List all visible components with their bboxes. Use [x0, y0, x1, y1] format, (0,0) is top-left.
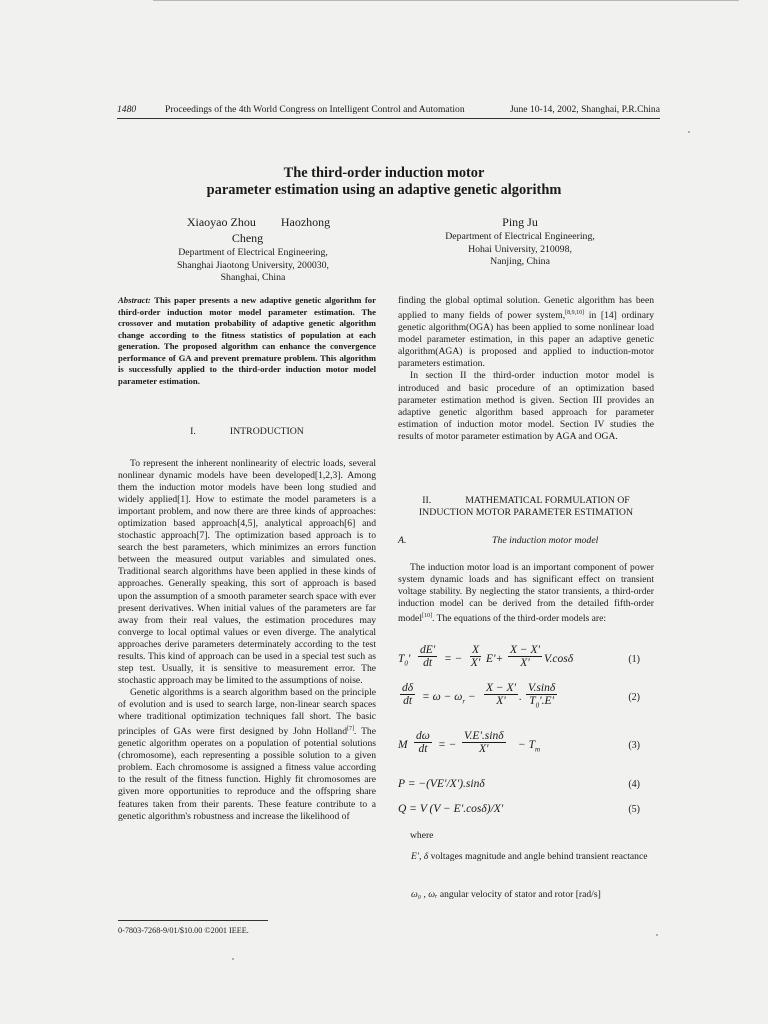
- section-heading-introduction: [118, 426, 376, 438]
- equation-5: [398, 803, 654, 833]
- copyright-line: 0-7803-7268-9/01/$10.00 ©2001 IEEE.: [118, 926, 249, 935]
- section-heading-math: [398, 495, 654, 519]
- subsection-letter: A.: [398, 535, 407, 546]
- author-names: [155, 214, 351, 246]
- section-number: II.: [422, 495, 432, 506]
- citation: [10]: [421, 613, 432, 620]
- equation-text: Q = V (V − E′.cosδ)/X′: [398, 803, 504, 815]
- citation: [8,9,10]: [565, 310, 585, 317]
- paragraph: [398, 295, 654, 370]
- author-name: Xiaoyao Zhou: [186, 215, 256, 229]
- equation-text: P = −(VE′/X′).sinδ: [398, 778, 485, 790]
- affiliation-line: Shanghai, China: [220, 272, 286, 284]
- affiliation-line: Department of Electrical Engineering,: [445, 231, 595, 242]
- affiliation-line: Nanjing, China: [490, 256, 550, 268]
- equation-number: (4): [628, 779, 640, 790]
- definition: [398, 889, 654, 901]
- author-block-left: [155, 214, 351, 285]
- paragraph: [118, 687, 376, 823]
- equation-number: (2): [628, 692, 640, 703]
- header-rule: [117, 118, 660, 119]
- abstract: [118, 295, 376, 387]
- equation-number: (1): [628, 654, 640, 665]
- paragraph-text: . The genetic algorithm operates on a population of potential solutions (chromosome), each representing a possible solution to a given problem. Each chromosome is assigned a fitness value according to the result of the fitness function. Highly fit chromosomes are given more opportunities to reproduce and the offspring share features taken from their parents. These feature contribute to a genetic algorithm's robustness and increase the likelihood of: [118, 726, 376, 822]
- scan-speck: [688, 131, 690, 133]
- introduction-body: [118, 458, 376, 823]
- author-name: Haozhong Cheng: [231, 215, 331, 245]
- equation-3: M $\frac{d\omega}{dt}$ = − $\frac{V.E'.\sin\delta}{X'}$ − $T_m$ (3): [398, 730, 640, 755]
- affiliation-line: Department of Electrical Engineering,: [178, 247, 328, 258]
- equation-number: (3): [628, 740, 640, 751]
- paragraph: To represent the inherent nonlinearity of electric loads, several nonlinear dynamic models have been developed[1,2,3]. Among them the induction motor models have been long studied and widely applied[1]. How to estimate the model parameters is a important problem, and now there are three kinds of approaches: optimization based approach[4,5], analytical approach[6] and stochastic approach[7]. The optimization based approach is to search the best parameters, which minimizes an errors function between the measured output variables and simulated ones. Traditional search algorithms have been applied in these kinds of approaches. Generally speaking, this sort of approach is based upon the assumption of a smooth parameter search space with ever present derivatives. When initial values of the parameters are far away from their real values, the estimation procedures may converge to local optimal values or even diverge. The analytical approaches derive parameters determinately according to the test results. This kind of approach can be used in a special test such as step test. Usually, it is sensitive to measurement error. The stochastic approach may be limited to the assumptions of noise.: [118, 458, 376, 686]
- section-title: MATHEMATICAL FORMULATION OF: [465, 495, 630, 506]
- equation-2: $\frac{d\delta}{dt}$ = $\omega - \omega_r$ − $\frac{X - X'}{X'}$ . $\frac{V.\sin\delta}{T_0'.E'}$ (2): [402, 682, 640, 710]
- paper-title-line1: The third-order induction motor: [283, 165, 485, 181]
- definition-text: voltages magnitude and angle behind transient reactance: [428, 851, 648, 862]
- subsection-title: The induction motor model: [492, 535, 599, 546]
- author-name: Ping Ju: [502, 215, 538, 229]
- introduction-continued: [398, 295, 654, 443]
- subsection-heading: [398, 535, 598, 546]
- section-number: I.: [190, 426, 196, 437]
- definition-text: angular velocity of stator and rotor [rad/s]: [437, 889, 601, 900]
- author-block-right: [420, 214, 620, 269]
- venue-line: Proceedings of the 4th World Congress on Intelligent Control and Automation: [165, 104, 465, 115]
- equation-number: (5): [628, 804, 640, 815]
- citation: [7]: [347, 726, 354, 733]
- affiliation-line: Hohai University, 210098,: [468, 243, 572, 255]
- paragraph-text: The induction motor load is an important component of power system dynamic loads and has significant effect on transient voltage stability. By neglecting the stator transients, a third-order induction model can be derived from the detailed fifth-order model: [398, 562, 654, 625]
- definition: [398, 851, 654, 863]
- paragraph-text: finding the global optimal solution. Genetic algorithm has been applied to many fields of power system,: [398, 295, 654, 322]
- scan-speck: [232, 958, 234, 960]
- top-edge-rule: [153, 0, 739, 1]
- scan-speck: [656, 934, 658, 936]
- abstract-lead: Abstract:: [118, 295, 151, 305]
- definition-symbol: ω₀ , ωᵣ: [411, 889, 438, 900]
- definition-symbol: E′, δ: [411, 851, 429, 862]
- affiliation-line: Shanghai Jiaotong University, 200030,: [176, 259, 330, 271]
- paragraph: In section II the third-order induction motor model is introduced and basic procedure of an optimization based parameter estimation method is given. Section III provides an adaptive genetic algorithm based approach for parameter estimation of induction motor model. Section IV studies the results of motor parameter estimation by AGA and OGA.: [398, 370, 654, 442]
- page-number: 1480: [117, 104, 137, 115]
- paragraph-text: Genetic algorithms is a search algorithm based on the principle of evolution and is used to search large, non-linear search spaces where traditional optimization techniques fall short. The basic principles of GAs were first designed by John Holland: [118, 686, 376, 738]
- where-label: where: [410, 830, 434, 841]
- section-title-line2: INDUCTION MOTOR PARAMETER ESTIMATION: [418, 507, 634, 518]
- paragraph-text: . The equations of the third-order models are:: [431, 613, 607, 625]
- paper-title-line2: parameter estimation using an adaptive genetic algorithm: [206, 182, 562, 198]
- footnote-rule: [118, 920, 268, 921]
- induction-motor-paragraph: [398, 562, 654, 625]
- paragraph-text: in [14] ordinary genetic algorithm(OGA) has been applied to some nonlinear load model parameter estimation, in this paper an adaptive genetic algorithm(AGA) is proposed and applied to induction-motor parameters estimation.: [398, 310, 654, 370]
- abstract-text: This paper presents a new adaptive genetic algorithm for third-order induction motor model parameter estimation. The crossover and mutation probability of adaptive genetic algorithm change according to the fitness statistics of population at each generation. The proposed algorithm can enhance the convergence performance of GA and prevent premature problem. This algorithm is successfully applied to the third-order induction motor model parameter estimation.: [118, 295, 376, 386]
- equation-1: $T_0'$ $\frac{dE'}{dt}$ = − $\frac{X}{X'}$ E'+ $\frac{X - X'}{X'}$ V.cosδ (1): [398, 644, 640, 669]
- date-place: June 10-14, 2002, Shanghai, P.R.China: [509, 104, 660, 115]
- section-title: INTRODUCTION: [229, 426, 304, 437]
- paragraph: [398, 562, 654, 625]
